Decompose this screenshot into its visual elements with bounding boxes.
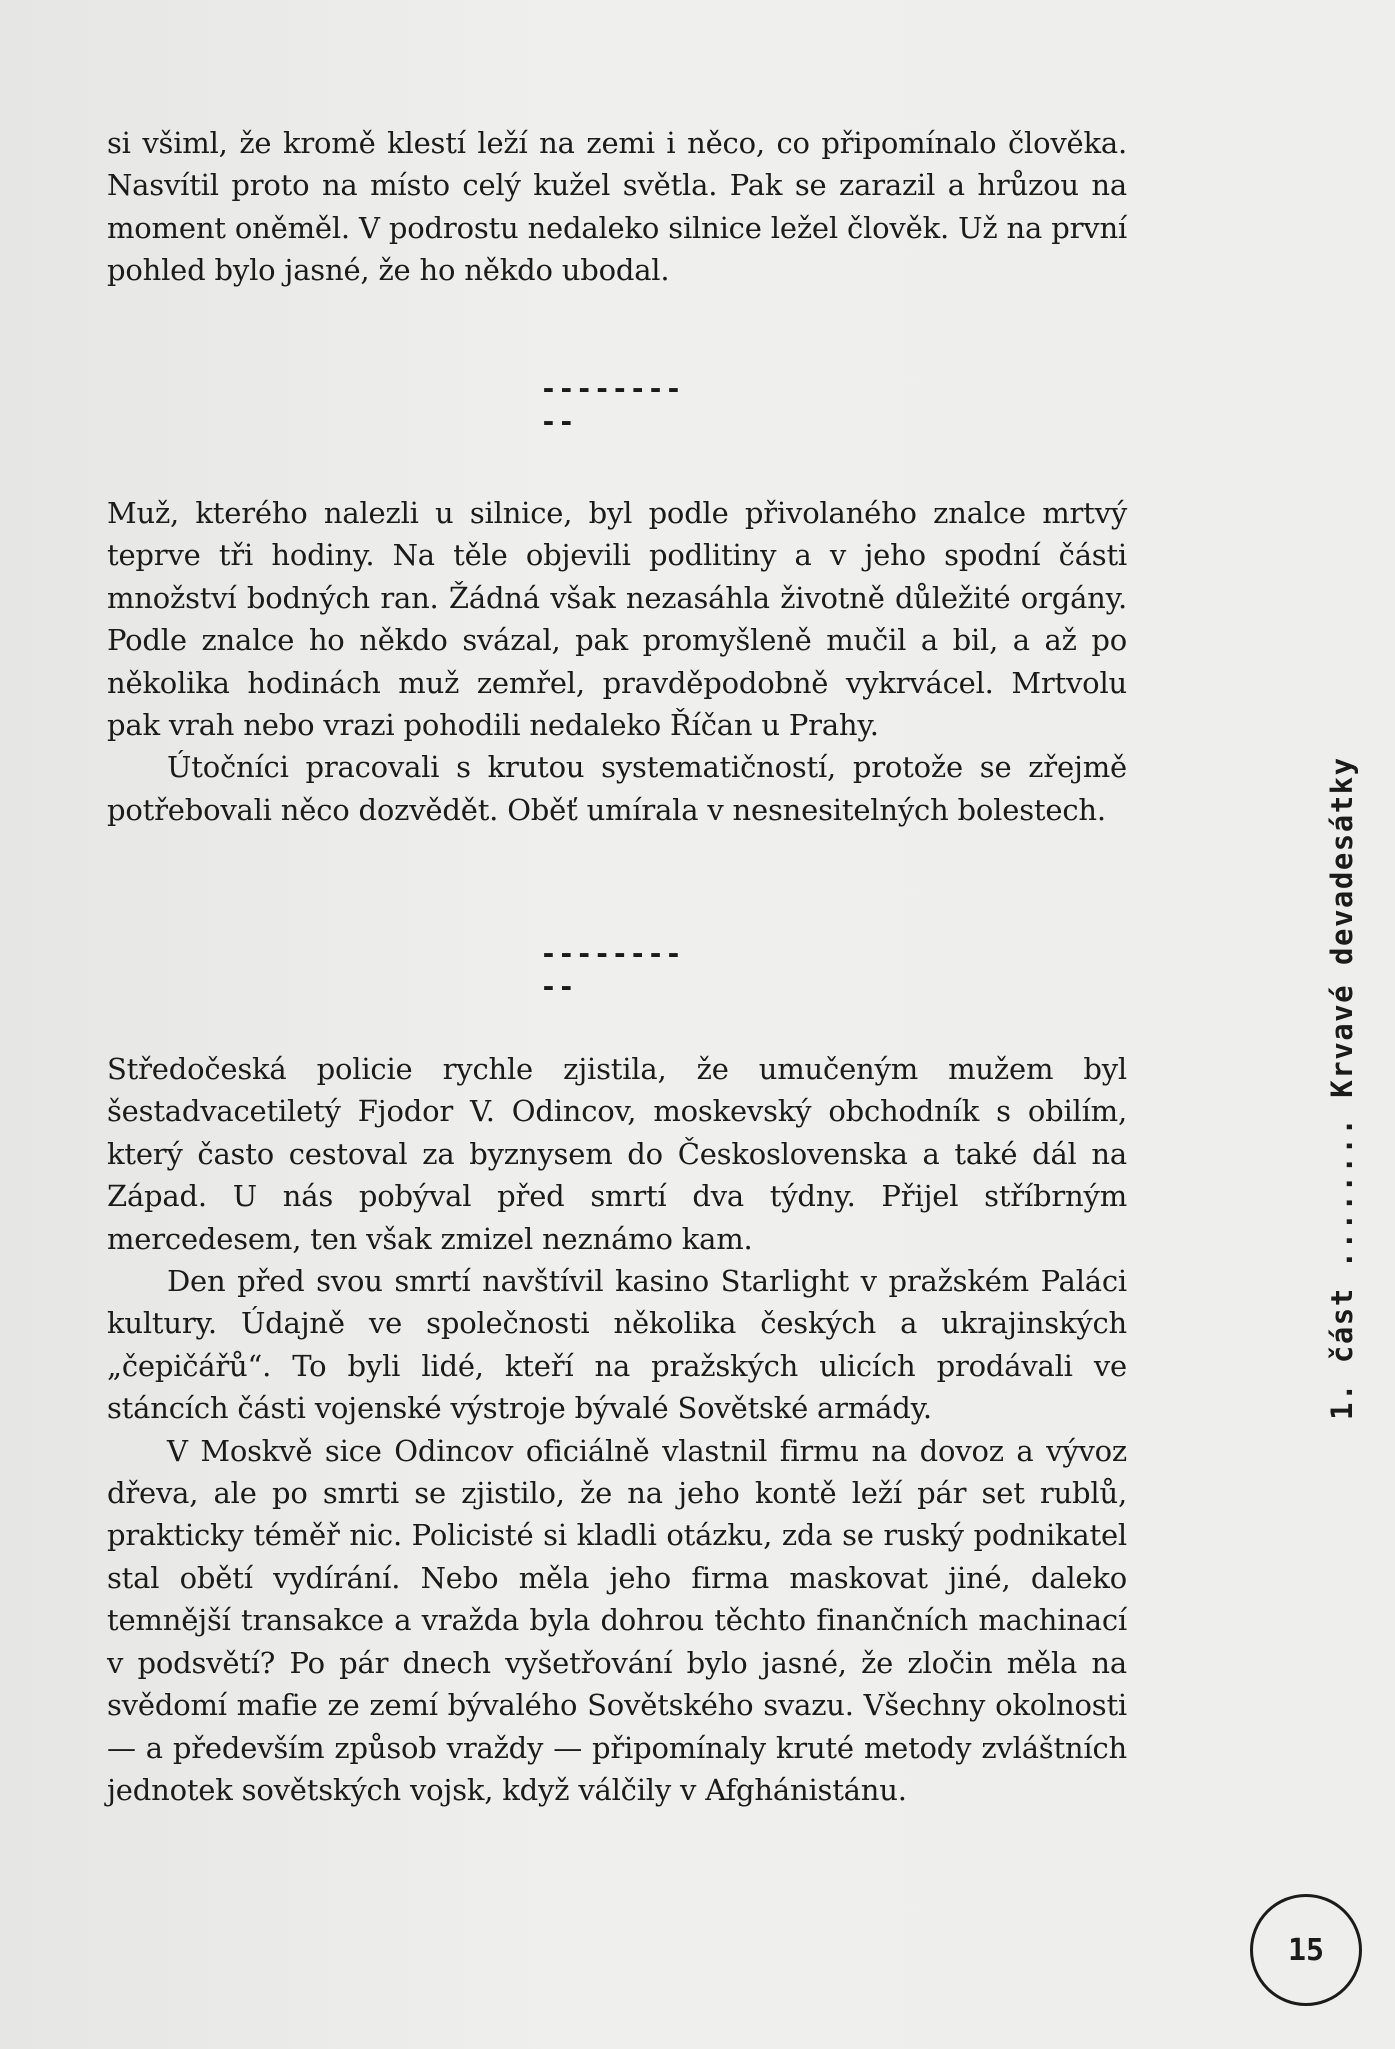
section-separator: ---------- bbox=[540, 372, 683, 438]
page-number: 15 bbox=[1287, 1932, 1325, 1968]
paragraph: Útočníci pracovali s krutou systematičností, protože se zřejmě potřebovali něco dozvědět. Oběť umírala v nesnesitelných bolestech. bbox=[107, 750, 1127, 827]
page-number-badge bbox=[1250, 1894, 1362, 2006]
text-section-3 bbox=[107, 1048, 1127, 1811]
paragraph: V Moskvě sice Odincov oficiálně vlastnil firmu na dovoz a vývoz dřeva, ale po smrti se zjistilo, že na jeho kontě leží pár set rublů, prakticky téměř nic. Policisté si kladli otázku, zda se ruský podnikatel stal obětí vydírání. Nebo měla jeho firma maskovat jiné, daleko temnější transakce a vražda byla dohrou těchto finančních machinací v podsvětí? Po pár dnech vyšetřování bylo jasné, že zločin měla na svědomí mafie ze zemí bývalého Sovětského svazu. Všechny okolnosti — a především způsob vraždy — připomínaly kruté metody zvláštních jednotek sovětských vojsk, když válčily v Afghánistánu. bbox=[107, 1433, 1127, 1807]
section-separator: ---------- bbox=[540, 937, 683, 1003]
paragraph: Den před svou smrtí navštívil kasino Starlight v pražském Paláci kultury. Údajně ve společnosti několika českých a ukrajinských „čepičářů“. To byli lidé, kteří na pražských ulicích prodávali ve stáncích části vojenské výstroje bývalé Sovětské armády. bbox=[107, 1264, 1127, 1426]
paragraph: Středočeská policie rychle zjistila, že umučeným mužem byl šestadvacetiletý Fjodor V. Odincov, moskevský obchodník s obilím, který často cestoval za byznysem do Československa a také dál na Západ. U nás pobýval před smrtí dva týdny. Přijel stříbrným mercedesem, ten však zmizel neznámo kam. bbox=[107, 1052, 1127, 1256]
paragraph: si všiml, že kromě klestí leží na zemi i něco, co připomínalo člověka. Nasvítil proto na místo celý kužel světla. Pak se zarazil a hrůzou na moment oněměl. V podrostu nedaleko silnice ležel člověk. Už na první pohled bylo jasné, že ho někdo ubodal. bbox=[107, 126, 1127, 288]
paragraph: Muž, kterého nalezli u silnice, byl podle přivolaného znalce mrtvý teprve tři hodiny. Na těle objevili podlitiny a v jeho spodní části množství bodných ran. Žádná však nezasáhla životně důležité orgány. Podle znalce ho někdo svázal, pak promyšleně mučil a bil, a až po několika hodinách muž zemřel, pravděpodobně vykrvácel. Mrtvolu pak vrah nebo vrazi pohodili nedaleko Říčan u Prahy. bbox=[107, 496, 1127, 743]
text-section-1 bbox=[107, 122, 1127, 292]
chapter-side-label: 1. část ........ Krvavé devadesátky bbox=[1325, 756, 1359, 1420]
text-section-2 bbox=[107, 492, 1127, 831]
